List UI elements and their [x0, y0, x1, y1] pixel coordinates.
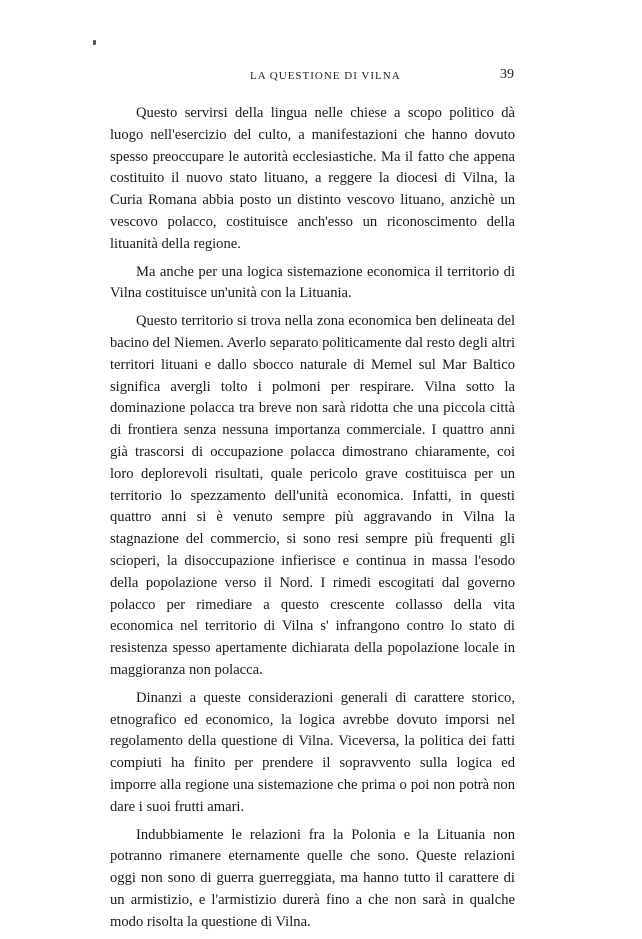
paragraph: Dinanzi a queste considerazioni generali di carattere storico, etnografico ed economico, la logica avrebbe dovuto imporsi nel regolamento della questione di Vilna. Viceversa, la politica dei fatti compiuti ha finito per prendere il sopravvento sulla logica ed imporre alla regione una sistemazione che prima o poi non potrà non dare i suoi frutti amari. [110, 689, 515, 815]
paragraph: Ma anche per una logica sistemazione economica il territorio di Vilna costituisce un'unità con la Lituania. [110, 263, 515, 302]
ink-speck [93, 40, 96, 45]
running-title: LA QUESTIONE DI VILNA [250, 70, 401, 82]
paragraph: Indubbiamente le relazioni fra la Polonia e la Lituania non potranno rimanere eternamente quelle che sono. Queste relazioni oggi non sono di guerra guerreggiata, ma hanno tutto il carattere di un armistizio, e l'armistizio durerà fino a che non sarà in qualche modo risolta la questione di Vilna. [110, 826, 515, 930]
page-number: 39 [500, 67, 514, 82]
body-text [110, 103, 515, 939]
paragraph: Questo servirsi della lingua nelle chiese a scopo politico dà luogo nell'esercizio del culto, a manifestazioni che hanno dovuto spesso preoccupare le autorità ecclesiastiche. Ma il fatto che appena costituito il nuovo stato lituano, a reggere la diocesi di Vilna, la Curia Romana abbia posto un distinto vescovo lituano, anzichè un vescovo polacco, costituisce anch'esso un riconoscimento della lituanità della regione. [110, 105, 515, 252]
paragraph: Questo territorio si trova nella zona economica ben delineata del bacino del Niemen. Averlo separato politicamente dal resto degli altri territori lituani e dallo sbocco naturale di Memel sul Mar Baltico significa avergli tolto i polmoni per respirare. Vilna sotto la dominazione polacca tra breve non sarà ridotta che una piccola città di frontiera senza nessuna importanza commerciale. I quattro anni già trascorsi di occupazione polacca dimostrano chiaramente, coi loro deplorevoli risultati, quale pericolo grave costituisca per un territorio lo spezzamento dell'unità economica. Infatti, in questi quattro anni si è venuto sempre più aggravando in Vilna la stagnazione del commercio, si sono resi sempre più frequenti gli scioperi, la disoccupazione infierisce e continua in massa l'esodo della popolazione verso il Nord. I rimedi escogitati dal governo polacco per rimediare a questo crescente collasso della vita economica nel territorio di Vilna s' infrangono contro lo stato di resistenza spesso apertamente dichiarata della popolazione locale in maggioranza non polacca. [110, 313, 515, 678]
